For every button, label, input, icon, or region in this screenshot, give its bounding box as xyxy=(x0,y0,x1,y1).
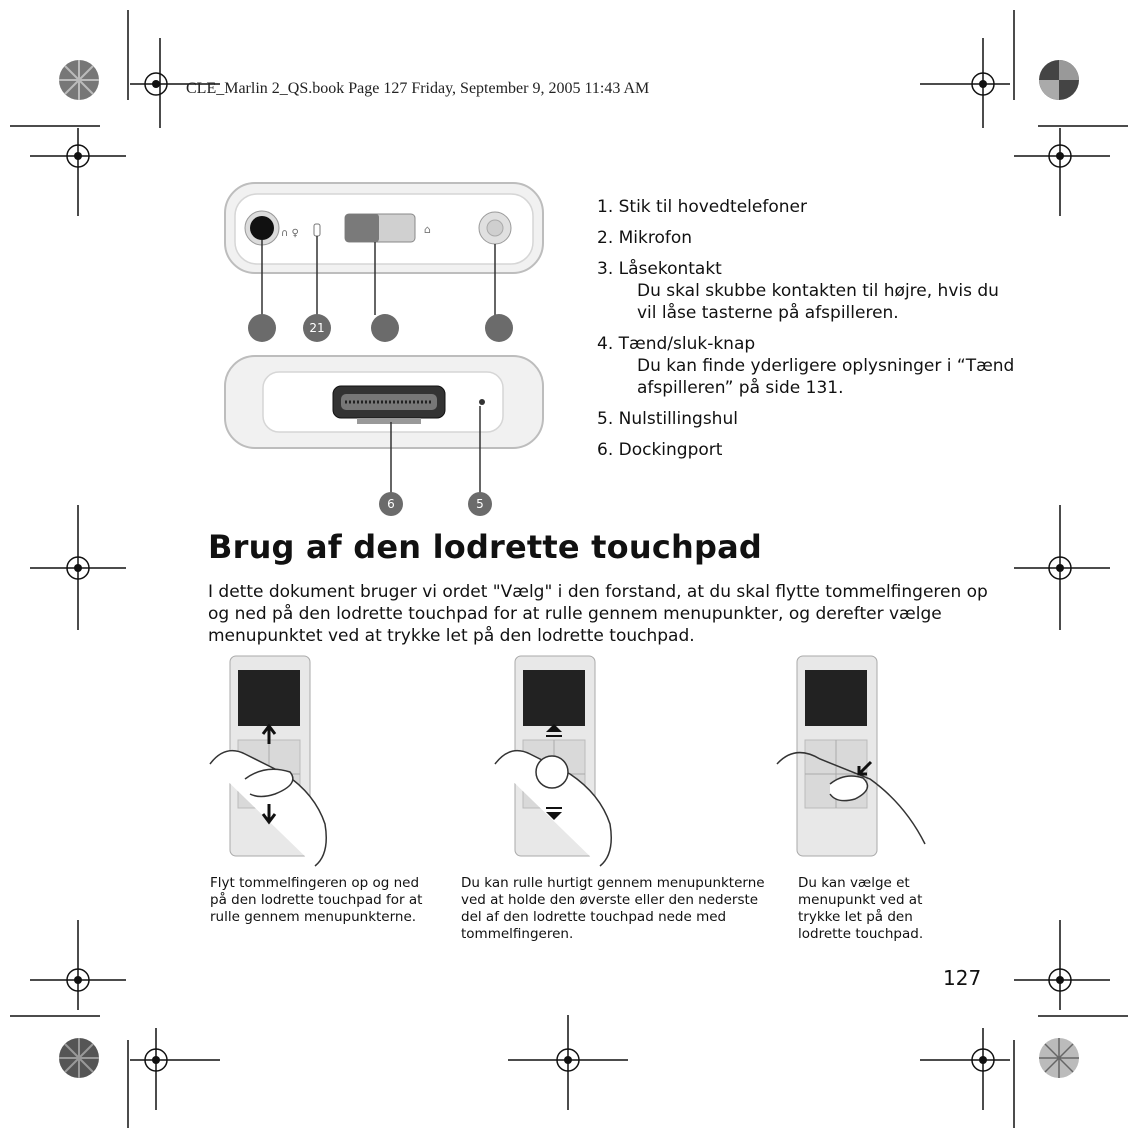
legend-item-title: 1. Stik til hovedtelefoner xyxy=(597,197,807,217)
page-number: 127 xyxy=(943,966,982,990)
caption-hold: Du kan rulle hurtigt gennem menupunkterne ved at holde den øverste eller den nederste del af den lodrette touchpad nede med tommelfingeren. xyxy=(461,875,765,942)
legend-item xyxy=(597,227,1017,249)
touchpad-illustration-hold xyxy=(490,654,710,869)
color-wheel-top-left xyxy=(59,60,99,100)
color-wheel-top-right xyxy=(1039,60,1079,100)
legend-item-title: 3. Låsekontakt xyxy=(597,259,722,279)
legend-item-title: 2. Mikrofon xyxy=(597,228,693,248)
legend-item xyxy=(597,258,1017,324)
legend-item xyxy=(597,408,1017,430)
badge-label-21: 21 xyxy=(309,321,325,335)
legend-item-title: 6. Dockingport xyxy=(597,440,723,460)
svg-text:⌂: ⌂ xyxy=(424,223,431,236)
legend-item-description: Du skal skubbe kontakten til højre, hvis du vil låse tasterne på afspilleren. xyxy=(637,281,999,323)
legend-item-title: 5. Nulstillingshul xyxy=(597,409,738,429)
legend-item-title: 4. Tænd/sluk-knap xyxy=(597,334,756,354)
callout-badges-bottom xyxy=(379,492,492,516)
color-wheel-bottom-right xyxy=(1039,1038,1079,1078)
legend-item xyxy=(597,333,1017,399)
section-intro: I dette dokument bruger vi ordet "Vælg" i den forstand, at du skal flytte tommelfingeren op og ned på den lodrette touchpad for at rulle gennem menupunkter, og derefter vælge menupunktet ved at trykke let på den lodrette touchpad. xyxy=(208,582,988,646)
section-heading: Brug af den lodrette touchpad xyxy=(208,528,762,566)
callout-badges-top xyxy=(248,314,513,342)
caption-scroll: Flyt tommelfingeren op og ned på den lodrette touchpad for at rulle gennem menupunkterne. xyxy=(210,875,423,925)
device-bottom-edge xyxy=(225,356,543,448)
legend-item xyxy=(597,439,1017,461)
device-ports-illustration xyxy=(215,178,555,518)
color-wheel-bottom-left xyxy=(59,1038,99,1078)
port-legend xyxy=(597,196,1017,470)
badge-label-5: 5 xyxy=(476,497,484,511)
badge-label-6: 6 xyxy=(387,497,395,511)
svg-text:∩ ♀: ∩ ♀ xyxy=(281,228,299,239)
legend-item-description: Du kan finde yderligere oplysninger i “Tænd afspilleren” på side 131. xyxy=(637,356,1015,398)
touchpad-illustration-select xyxy=(775,654,995,869)
print-header-line: CLE_Marlin 2_QS.book Page 127 Friday, September 9, 2005 11:43 AM xyxy=(186,80,650,97)
touchpad-illustration-scroll xyxy=(205,654,425,869)
caption-select: Du kan vælge et menupunkt ved at trykke let på den lodrette touchpad. xyxy=(798,875,924,942)
legend-item xyxy=(597,196,1017,218)
